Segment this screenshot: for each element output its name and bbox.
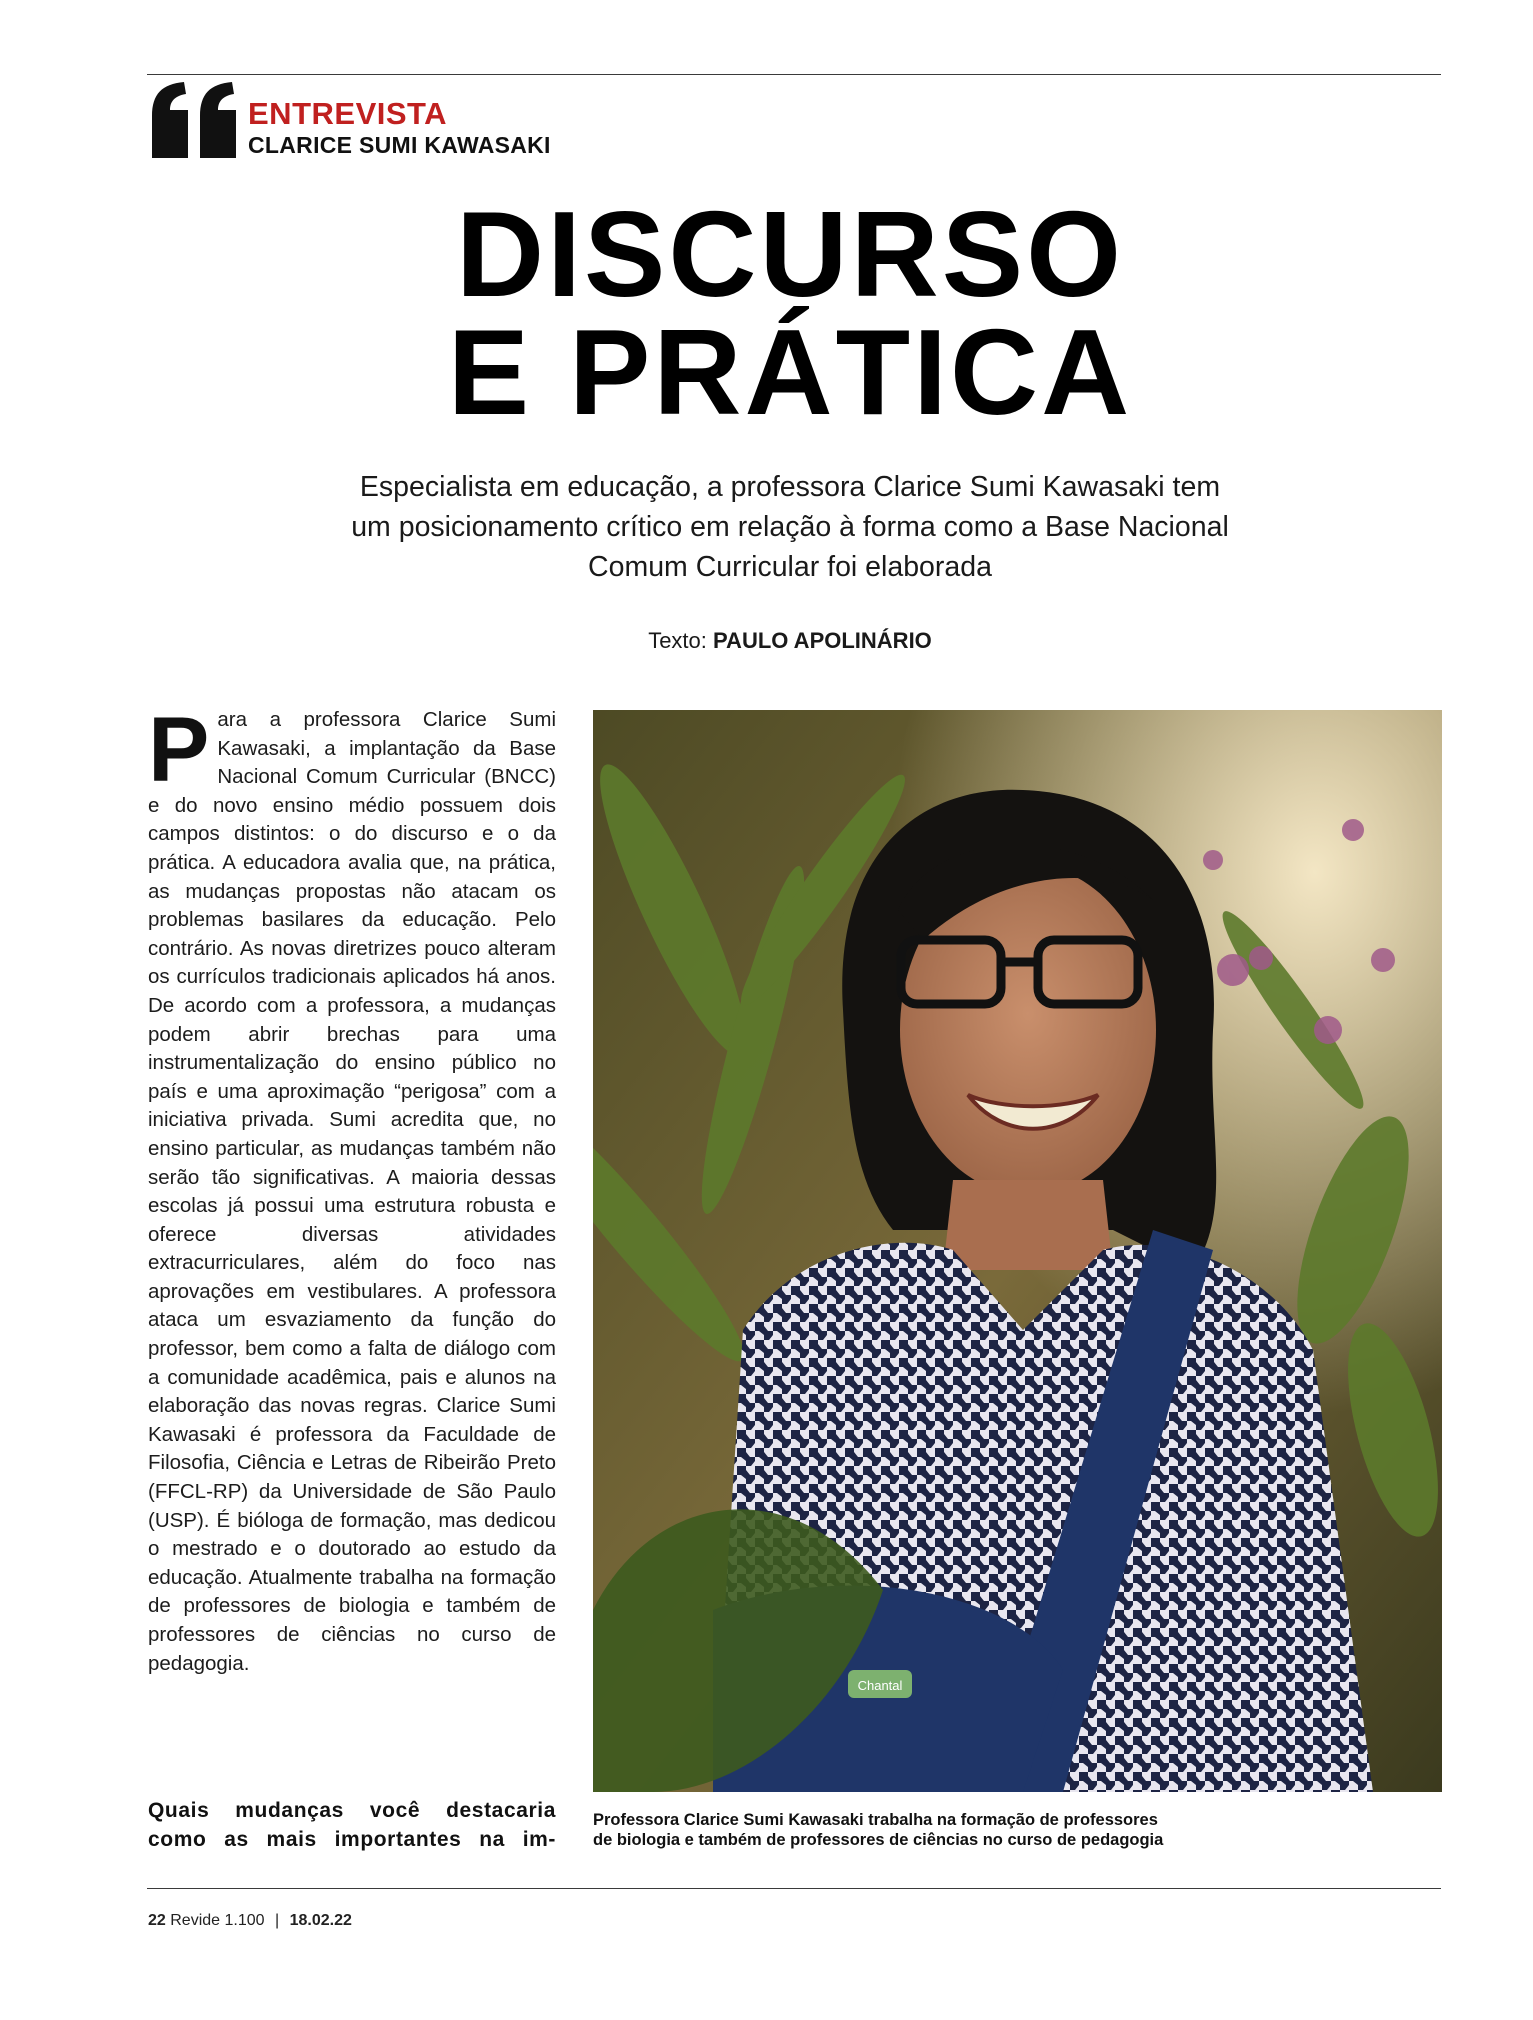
interviewee-name: CLARICE SUMI KAWASAKI [248, 132, 551, 158]
portrait-photo [593, 710, 1442, 1792]
publication-issue: Revide 1.100 [170, 1912, 265, 1929]
byline-label: Texto: [648, 628, 707, 653]
headline [360, 186, 1220, 440]
headline-line-1: DISCURSO [456, 186, 1124, 322]
photo-caption-line-1: Professora Clarice Sumi Kawasaki trabalha na formação de professores [593, 1811, 1158, 1829]
section-label: ENTREVISTA [248, 96, 448, 131]
page-number: 22 [148, 1912, 166, 1929]
photo-caption [593, 1810, 1442, 1850]
article-body [148, 699, 556, 1678]
quote-mark-icon [148, 80, 240, 160]
page-footer [148, 1912, 352, 1930]
body-text: ara a professora Clarice Sumi Kawasaki, a implantação da Base Nacional Comum Curricular (BNCC) e do novo ensino médio possuem dois campos distintos: o do discurso e o da prática. A educadora avalia que, na prática, as mudanças propostas não atacam os problemas basilares da educação. Pelo contrário. As novas diretrizes pouco alteram os currículos tradicionais aplicados há anos. De acordo com a professora, a mudanças podem abrir brechas para uma instrumentalização do ensino público no país e uma aproximação “perigosa” com a iniciativa privada. Sumi acredita que, no ensino particular, as mudanças também não serão tão significativas. A maioria dessas escolas já possui uma estrutura robusta e oferece diversas atividades extracurriculares, além do foco nas aprovações em vestibulares. A professora ataca um esvaziamento da função do professor, bem como a falta de diálogo com a comunidade acadêmica, pais e alunos na elaboração das novas regras. Clarice Sumi Kawasaki é professora da Faculdade de Filosofia, Ciência e Letras de Ribeirão Preto (FFCL-RP) da Universidade de São Paulo (USP). É bióloga de formação, mas dedicou o mestrado e o doutorado ao estudo da educação. Atualmente trabalha na formação de professores de biologia e também de professores de ciências no curso de pedagogia. [148, 708, 556, 1675]
bottom-rule [147, 1888, 1441, 1889]
footer-separator: | [275, 1912, 280, 1929]
interview-question: Quais mudanças você destacaria como as mais importantes na im- [148, 1799, 556, 1851]
byline-author: PAULO APOLINÁRIO [713, 628, 932, 653]
standfirst: Especialista em educação, a professora Clarice Sumi Kawasaki tem um posicionamento crítico em relação à forma como a Base Nacional Comum Curricular foi elaborada [351, 471, 1229, 583]
drop-cap: P [148, 699, 210, 801]
headline-line-2: E PRÁTICA [447, 304, 1133, 440]
photo-badge-label: Chantal [857, 1678, 903, 1693]
issue-date: 18.02.22 [289, 1912, 352, 1929]
top-rule [147, 74, 1441, 75]
photo-caption-line-2: de biologia e também de professores de ciências no curso de pedagogia [593, 1831, 1164, 1849]
byline [560, 628, 1020, 654]
